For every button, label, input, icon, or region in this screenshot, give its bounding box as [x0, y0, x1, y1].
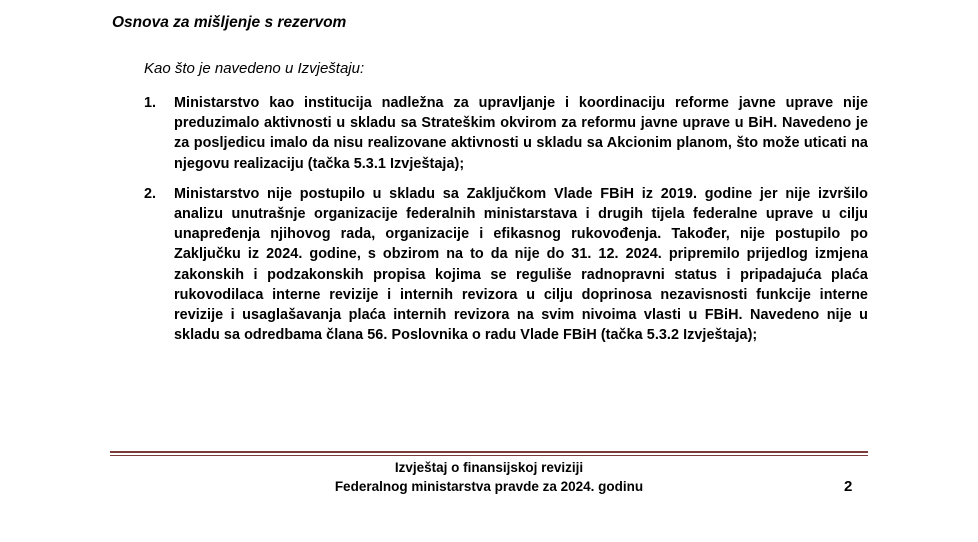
page-number: 2	[844, 478, 853, 495]
list-item-number: 1.	[144, 95, 157, 111]
list-item	[144, 93, 868, 174]
list-item-text: Ministarstvo kao institucija nadležna za upravljanje i koordinaciju reforme javne uprave nije preduzimalo aktivnosti u skladu sa Strateškim okvirom za reformu javne uprave u BiH. Navedeno je za posljedicu imalo da nisu realizovane aktivnosti u skladu sa Akcionim planom, što može uticati na njegovu realizaciju (tačka 5.3.1 Izvještaja);	[174, 95, 868, 172]
footer-report-subtitle: Federalnog ministarstva pravde za 2024. godinu	[334, 479, 644, 494]
list-item-number: 2.	[144, 185, 157, 202]
footer-divider-thick	[110, 451, 868, 453]
intro-text: Kao što je navedeno u Izvještaju:	[144, 60, 365, 77]
footer-report-title: Izvještaj o finansijskoj reviziji	[394, 460, 584, 475]
list-item	[144, 184, 868, 346]
section-heading: Osnova za mišljenje s rezervom	[112, 14, 347, 31]
footer-divider-thin	[110, 455, 868, 456]
findings-list	[144, 93, 868, 355]
list-item-text: Ministarstvo nije postupilo u skladu sa Zaključkom Vlade FBiH iz 2019. godine jer nije izvršilo analizu unutrašnje organizacije federalnih ministarstava i drugih tijela federalne uprave u cilju unapređenja njihovog rada, organizacije i efikasnog rukovođenja. Također, nije postupilo po Zaključku iz 2024. godine, s obzirom na to da nije do 31. 12. 2024. pripremilo prijedlog izmjena zakonskih i podzakonskih propisa kojima se reguliše radnopravni status i pripadajuća plaća rukovodilaca interne revizije i internih revizora u cilju doprinosa nezavisnosti funkcije interne revizije i usaglašavanja plaća internih revizora na svim nivoima vlasti u FBiH. Navedeno nije u skladu sa odredbama člana 56. Poslovnika o radu Vlade FBiH (tačka 5.3.2 Izvještaja);	[174, 185, 868, 344]
